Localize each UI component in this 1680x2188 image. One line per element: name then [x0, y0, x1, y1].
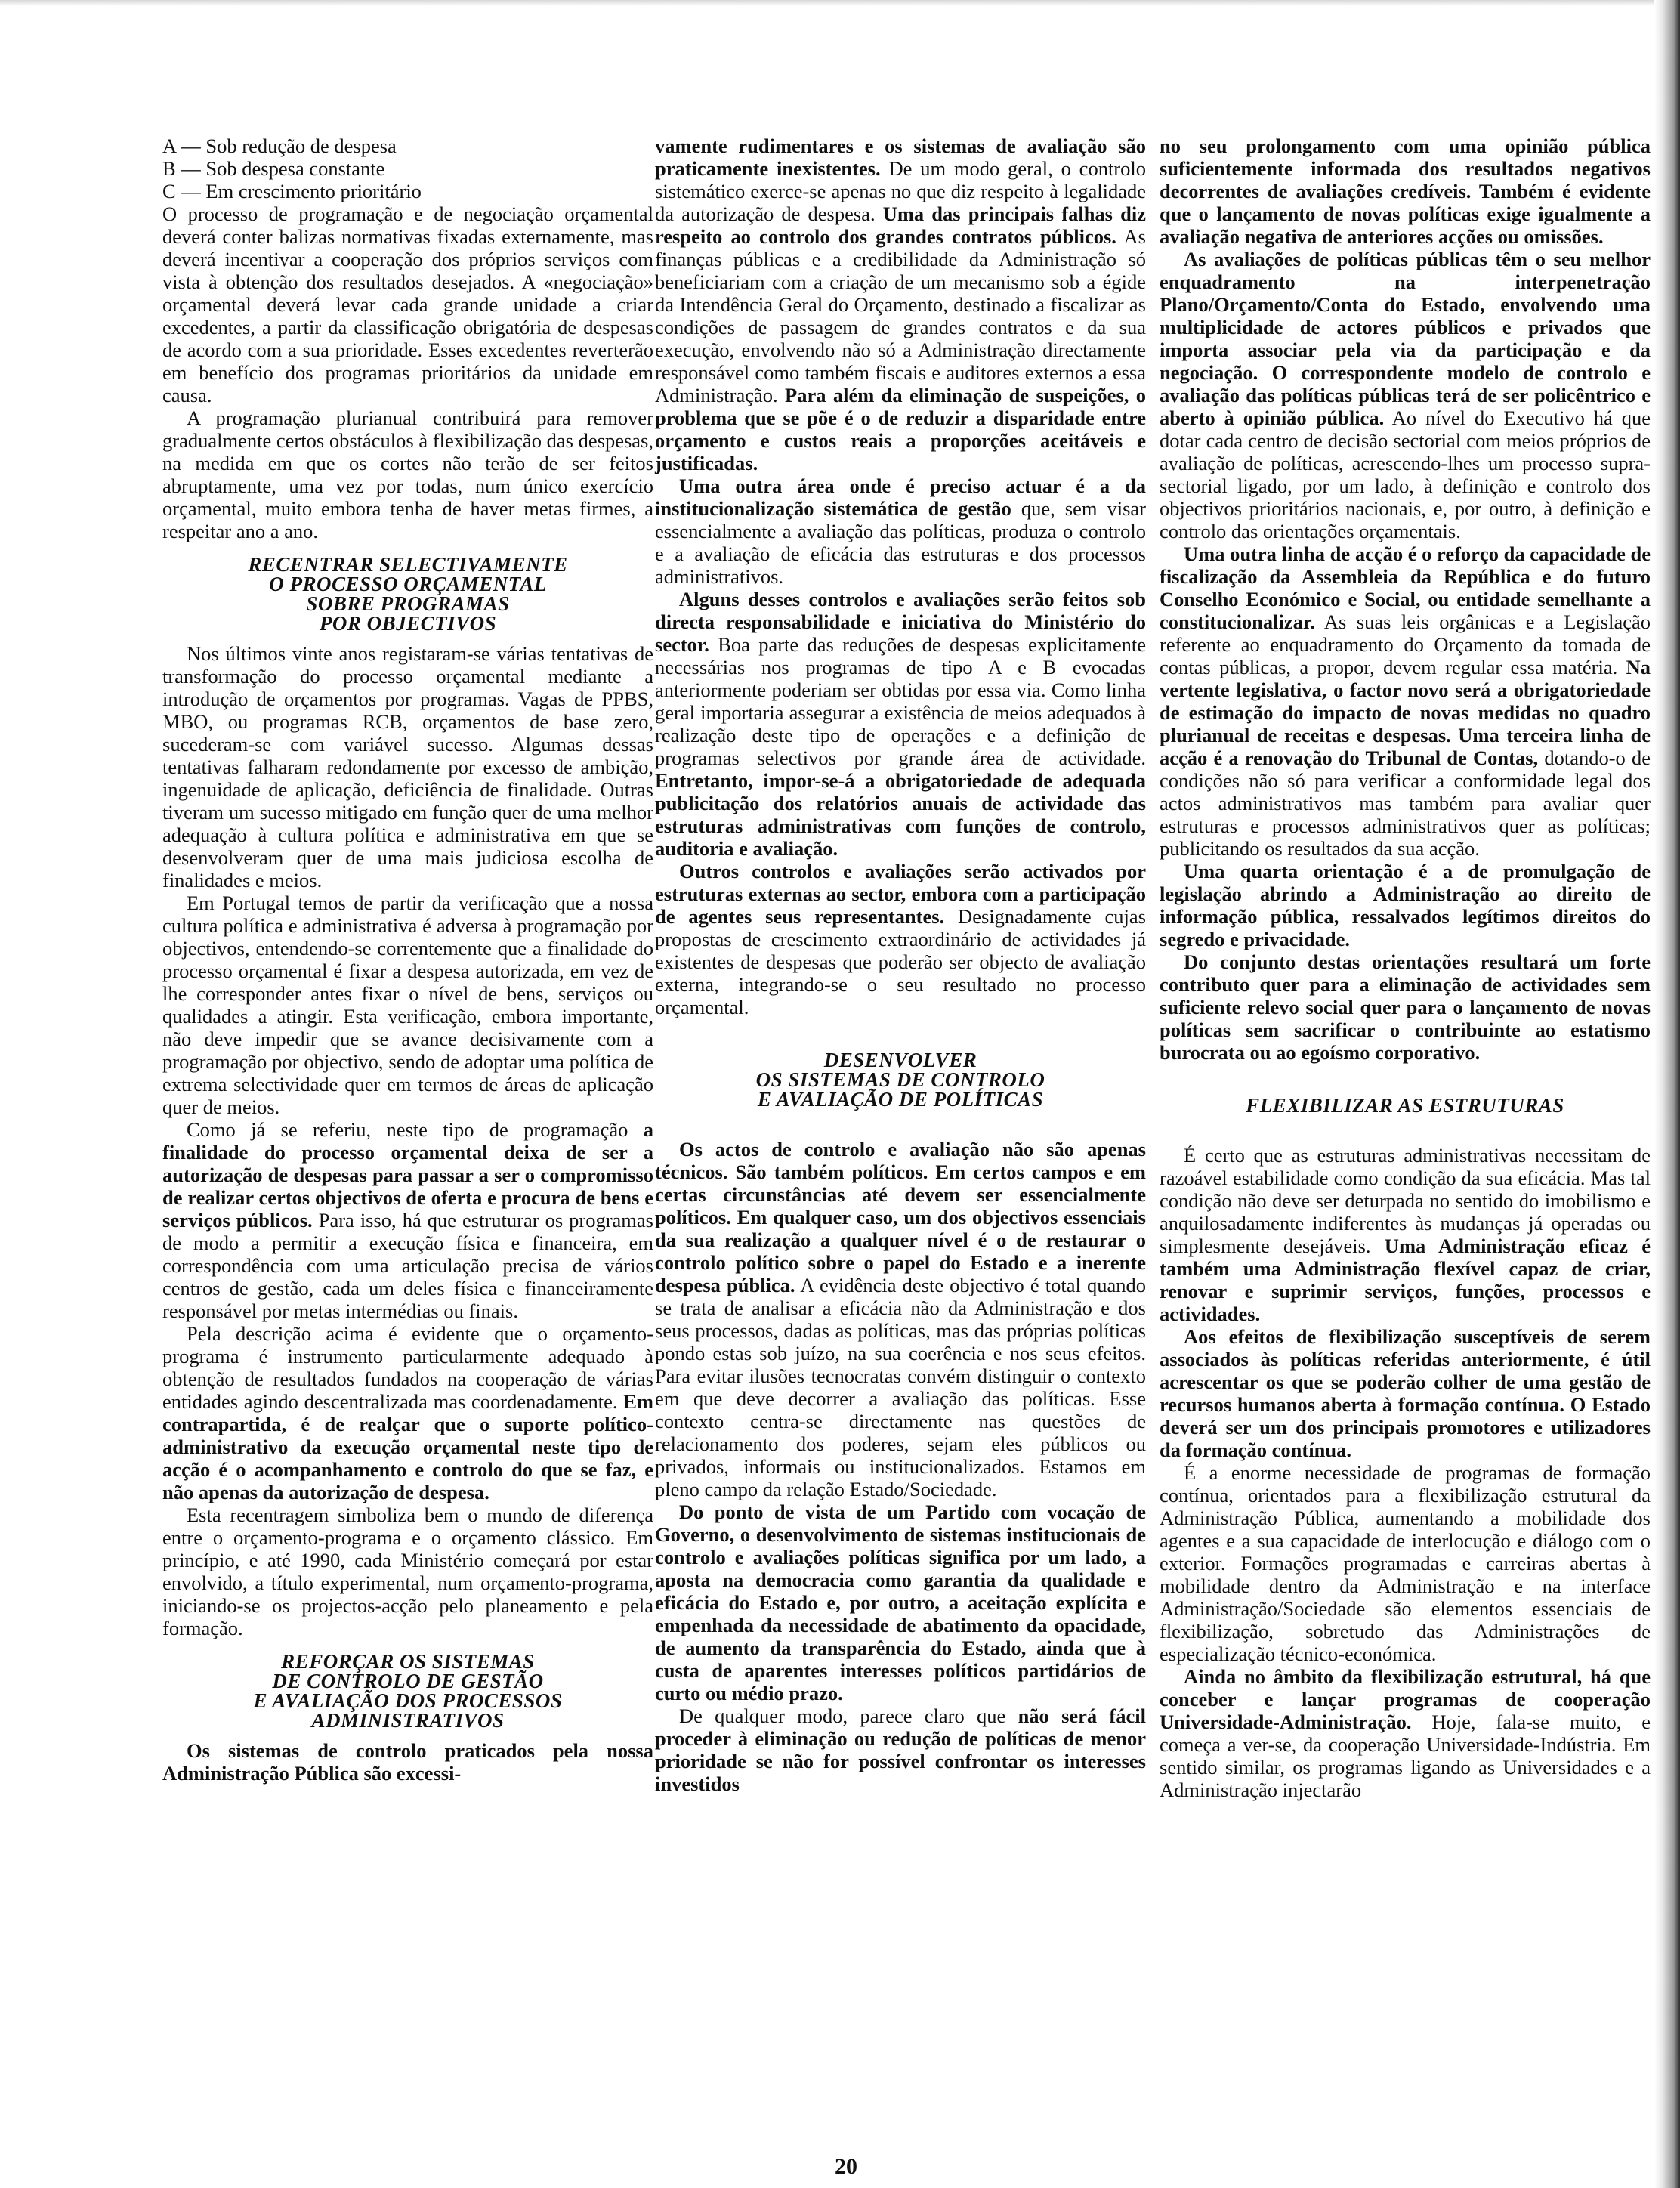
section-heading-recentrar [162, 555, 653, 633]
paragraph [1160, 950, 1651, 1064]
paragraph [162, 1739, 653, 1785]
paragraph [1160, 248, 1651, 542]
paragraph [655, 134, 1146, 474]
paragraph [1160, 1325, 1651, 1461]
text-run: Pela descrição acima é evidente que o orçamento-programa é instrumento particularmente adequado à obtenção de resultados fundados na cooperação de várias entidades agindo descentralizada mas coordenadamente. [162, 1322, 653, 1413]
bold-text: Aos efeitos de flexibilização susceptíveis de serem associados às políticas referidas anteriormente, é útil acrescentar os que se poderão colher de uma gestão de recursos humanos aberta à formação contínua. O Estado deverá ser um dos principais promotores e utilizadores da formação contínua. [1160, 1325, 1651, 1461]
paragraph [655, 474, 1146, 588]
text-run: Boa parte das reduções de despesas explicitamente necessárias nos programas de tipo A e B evocadas anteriormente poderiam ser obtidas por essa via. Como linha geral importaria assegurar a existência de meios adequados à realização deste tipo de operações e a definição de programas selectivos por grande área de actividade. [655, 633, 1146, 769]
text-run: As finanças públicas e a credibilidade da Administração só beneficiariam com a criação de um mecanismo sob a égide da Intendência Geral do Orçamento, destinado a fiscalizar as condições de passagem de grandes contratos e da sua execução, envolvendo não só a Administração directamente responsável como também fiscais e auditores externos a essa Administração. [655, 225, 1146, 406]
bold-text: Para além da eliminação de suspeições, o problema que se põe é o de reduzir a disparidade entre orçamento e custos reais a proporções aceitáveis e justificadas. [655, 384, 1147, 474]
text-run: De qualquer modo, parece claro que [679, 1704, 1018, 1727]
heading-line: DE CONTROLO DE GESTÃO [272, 1670, 544, 1692]
paragraph [655, 1138, 1146, 1500]
heading-line: POR OBJECTIVOS [319, 612, 497, 635]
paragraph [1160, 860, 1651, 950]
text-run: Como já se referiu, neste tipo de programação [187, 1118, 644, 1141]
scan-top-edge [0, 0, 1680, 6]
list-item: B — Sob despesa constante [162, 157, 385, 180]
scan-page-edge-shadow [1654, 0, 1680, 2188]
bold-text: Ainda no âmbito da flexibilização estrutural, há que conceber e lançar programas de cooperação Universidade-Administração. [1160, 1665, 1651, 1733]
bold-text: Uma quarta orientação é a de promulgação de legislação abrindo a Administração ao direito de informação pública, ressalvados legítimos direitos do segredo e privacidade. [1160, 860, 1651, 950]
paragraph: Nos últimos vinte anos registaram-se várias tentativas de transformação do processo orçamental mediante a introdução de orçamentos por programas. Vagas de PPBS, MBO, ou programas RCB, orçamentos de base zero, sucederam-se com variável sucesso. Algumas dessas tentativas falharam redondamente por excesso de ambição, ingenuidade de aplicação, deficiência de finalidade. Outras tiveram um sucesso mitigado em função quer de uma melhor adequação à cultura política e administrativa em que se desenvolveram quer de uma mais judiciosa escolha de finalidades e meios. [162, 642, 653, 892]
text-run: A evidência deste objectivo é total quando se trata de analisar a eficácia não da Administração e dos seus processos, dadas as políticas, mas das próprias políticas pondo estas sob juízo, na sua coerência e nos seus efeitos. Para evitar ilusões tecnocratas convém distinguir o contexto em que deve decorrer a avaliação das políticas. Esse contexto centra-se directamente nas questões de relacionamento dos poderes, sejam eles públicos ou privados, informais ou institucionalizados. Estamos em pleno campo da relação Estado/Sociedade. [655, 1274, 1146, 1500]
bold-text: Do ponto de vista de um Partido com vocação de Governo, o desenvolvimento de sistemas institucionais de controlo e avaliações políticas significa por um lado, a aposta na democracia como garantia da qualidade e eficácia do Estado e, por outro, a aceitação explícita e empenhada da necessidade de abatimento da opacidade, de aumento da transparência do Estado, ainda que à custa de aparentes interesses políticos partidários de curto ou médio prazo. [655, 1500, 1146, 1704]
column-1 [162, 134, 653, 1785]
paragraph [162, 1118, 653, 1322]
column-3 [1160, 134, 1651, 1801]
paragraph [655, 1704, 1146, 1795]
paragraph [655, 860, 1146, 1018]
bold-text: As avaliações de políticas públicas têm o seu melhor enquadramento na interpenetração Plano/Orçamento/Conta do Estado, envolvendo uma multiplicidade de actores públicos e privados que importa associar pela via da participação e da negociação. O correspondente modelo de controlo e avaliação das políticas públicas terá de ser policêntrico e aberto à opinião pública. [1160, 248, 1651, 429]
text-run: Designadamente cujas propostas de crescimento extraordinário de actividades já existentes de despesas que poderão ser objecto de avaliação externa, integrando-se o seu resultado no processo orçamental. [655, 905, 1146, 1018]
paragraph: Esta recentragem simboliza bem o mundo de diferença entre o orçamento-programa e o orçamento clássico. Em princípio, e até 1990, cada Ministério começará por estar envolvido, a título experimental, num orçamento-programa, iniciando-se os projectos-acção pelo planeamento e pela formação. [162, 1503, 653, 1639]
list-item: C — Em crescimento prioritário [162, 180, 422, 202]
heading-line: E AVALIAÇÃO DOS PROCESSOS [253, 1689, 563, 1712]
text-run: dotando-o de condições não só para verificar a conformidade legal dos actos administrativos mas também para avaliar quer estruturas e processos administrativos quer as políticas; publicitando os resultados da sua acção. [1160, 746, 1651, 860]
bold-text: Uma outra linha de acção é o reforço da capacidade de fiscalização da Assembleia da República e do futuro Conselho Económico e Social, ou entidade semelhante a constitucionalizar. [1160, 542, 1651, 633]
bold-text: Em contrapartida, é de realçar que o suporte político-administrativo da execução orçamental neste tipo de acção é o acompanhamento e controlo do que se faz, e não apenas da autorização de despesa. [162, 1390, 653, 1503]
bold-text: Alguns desses controlos e avaliações serão feitos sob directa responsabilidade e iniciativa do Ministério do sector. [655, 588, 1146, 656]
paragraph: Em Portugal temos de partir da verificação que a nossa cultura política e administrativa é adversa à programação por objectivos, entendendo-se correntemente que a finalidade do processo orçamental é fixar a despesa autorizada, em vez de lhe corresponder antes fixar o nível de bens, serviços ou qualidades a atingir. Esta verificação, embora importante, não deve impedir que se avance decisivamente com a programação por objectivo, sendo de adoptar uma política de extrema selectividade quer em termos de áreas de aplicação quer de meios. [162, 892, 653, 1118]
paragraph [1160, 134, 1651, 248]
heading-line: ADMINISTRATIVOS [311, 1709, 505, 1732]
bold-text: no seu prolongamento com uma opinião pública suficientemente informada dos resultados negativos decorrentes de avaliações credíveis. Também é evidente que o lançamento de novas políticas exige igualmente a avaliação negativa de anteriores acções ou omissões. [1160, 134, 1651, 248]
paragraph: O processo de programação e de negociação orçamental deverá conter balizas normativas fixadas externamente, mas deverá incentivar a cooperação dos próprios serviços com vista à obtenção dos resultados desejados. A «negociação» orçamental deverá levar cada grande unidade a criar excedentes, a partir da classificação obrigatória de despesas de acordo com a sua prioridade. Esses excedentes reverterão em benefício dos programas prioritários da unidade em causa. [162, 202, 653, 406]
bold-text: Do conjunto destas orientações resultará um forte contributo quer para a eliminação de actividades sem suficiente relevo social quer para o lançamento de novas políticas sem sacrificar o contribuinte ao estatismo burocrata ou ao egoísmo corporativo. [1160, 950, 1651, 1064]
text-run: Ao nível do Executivo há que dotar cada centro de decisão sectorial com meios próprios de avaliação de políticas, acrescendo-lhes um processo supra-sectorial ligado, por um lado, à definição e controlo dos objectivos prioritários nacionais, e, por outro, à definição e controlo das orientações orçamentais. [1160, 406, 1651, 542]
section-heading-flexibilizar [1160, 1096, 1651, 1115]
text-run: É certo que as estruturas administrativas necessitam de razoável estabilidade como condição da sua eficácia. Mas tal condição não deve ser deturpada no sentido do imobilismo e anquilosadamente indiferentes às mudanças já operadas ou simplesmente desejáveis. [1160, 1144, 1651, 1257]
heading-line: SOBRE PROGRAMAS [306, 592, 510, 615]
bold-text: Os actos de controlo e avaliação não são apenas técnicos. São também políticos. Em certos campos e em certas circunstâncias até devem ser essencialmente políticos. Em qualquer caso, um dos objectivos essenciais da sua realização a qualquer nível é o de restaurar o controlo político sobre o papel do Estado e a inerente despesa pública. [655, 1138, 1146, 1296]
bold-text: Uma das principais falhas diz respeito ao controlo dos grandes contratos públicos. [655, 202, 1146, 248]
list-item: A — Sob redução de despesa [162, 134, 397, 157]
bold-text: Outros controlos e avaliações serão activados por estruturas externas ao sector, embora com a participação de agentes seus representantes. [655, 860, 1146, 928]
bold-text: a finalidade do processo orçamental deixa de ser a autorização de despesas para passar a ser o compromisso de realizar certos objectivos de oferta e procura de bens e serviços públicos. [162, 1118, 653, 1232]
bold-text: Os sistemas de controlo praticados pela nossa Administração Pública são excessi- [162, 1739, 653, 1785]
bold-text: Entretanto, impor-se-á a obrigatoriedade de adequada publicitação dos relatórios anuais de actividade das estruturas administrativas com funções de controlo, auditoria e avaliação. [655, 769, 1146, 860]
paragraph [1160, 1665, 1651, 1801]
bold-text: Uma Administração eficaz é também uma Administração flexível capaz de criar, renovar e suprimir serviços, funções, processos e actividades. [1160, 1235, 1651, 1325]
paragraph [655, 1500, 1146, 1704]
bold-text: não será fácil proceder à eliminação ou redução de políticas de menor prioridade se não for possível confrontar os interesses investidos [655, 1704, 1146, 1795]
page-number: 20 [835, 2154, 857, 2179]
text-run: De um modo geral, o controlo sistemático exerce-se apenas no que diz respeito à legalidade da autorização de despesa. [655, 157, 1146, 225]
text-run: Hoje, fala-se muito, e começa a ver-se, da cooperação Universidade-Indústria. Em sentido similar, os programas ligando as Universidades e a Administração injectarão [1160, 1711, 1651, 1801]
heading-line: OS SISTEMAS DE CONTROLO [755, 1068, 1045, 1091]
heading-line: REFORÇAR OS SISTEMAS [281, 1650, 535, 1673]
column-2 [655, 134, 1146, 1795]
paragraph [1160, 542, 1651, 860]
heading-line: FLEXIBILIZAR AS ESTRUTURAS [1246, 1094, 1564, 1117]
paragraph [1160, 1144, 1651, 1325]
heading-line: DESENVOLVER [823, 1049, 977, 1071]
heading-line: RECENTRAR SELECTIVAMENTE [248, 553, 568, 576]
text-run: As suas leis orgânicas e a Legislação referente ao enquadramento do Orçamento da tomada de contas públicas, a propor, devem regular essa matéria. [1160, 610, 1651, 678]
paragraph: É a enorme necessidade de programas de formação contínua, orientados para a flexibilização estrutural da Administração Pública, aumentando a mobilidade dos agentes e a sua capacidade de interlocução e diálogo com o exterior. Formações programadas e carreiras abertas à mobilidade dentro da Administração e na interface Administração/Sociedade são elementos essenciais de flexibilização, sobretudo das Administrações de especialização técnico-económica. [1160, 1461, 1651, 1665]
paragraph [162, 1322, 653, 1503]
paragraph: A programação plurianual contribuirá para remover gradualmente certos obstáculos à flexibilização das despesas, na medida em que os cortes não terão de ser feitos abruptamente, uma vez por todas, num único exercício orçamental, muito embora tenha de haver metas firmes, a respeitar ano a ano. [162, 406, 653, 542]
heading-line: E AVALIAÇÃO DE POLÍTICAS [757, 1088, 1044, 1111]
bold-text: vamente rudimentares e os sistemas de avaliação são praticamente inexistentes. [655, 134, 1146, 180]
paragraph [655, 588, 1146, 860]
text-run: que, sem visar essencialmente a avaliação das políticas, produza o controlo e a avaliação de eficácia das estruturas e dos processos administrativos. [655, 497, 1146, 588]
heading-line: O PROCESSO ORÇAMENTAL [269, 573, 547, 595]
section-heading-desenvolver [655, 1050, 1146, 1109]
text-run: Para isso, há que estruturar os programas de modo a permitir a execução física e financeira, em correspondência com uma articulação precisa de vários centros de gestão, cada um deles física e financeiramente responsável por metas intermédias ou finais. [162, 1209, 653, 1322]
bold-text: Uma outra área onde é preciso actuar é a da institucionalização sistemática de gestão [655, 474, 1146, 520]
section-heading-reforcar [162, 1652, 653, 1730]
bold-text: Na vertente legislativa, o factor novo será a obrigatoriedade de estimação do impacto de novas medidas no quadro plurianual de receitas e despesas. Uma terceira linha de acção é a renovação do Tribunal de Contas, [1160, 656, 1651, 769]
